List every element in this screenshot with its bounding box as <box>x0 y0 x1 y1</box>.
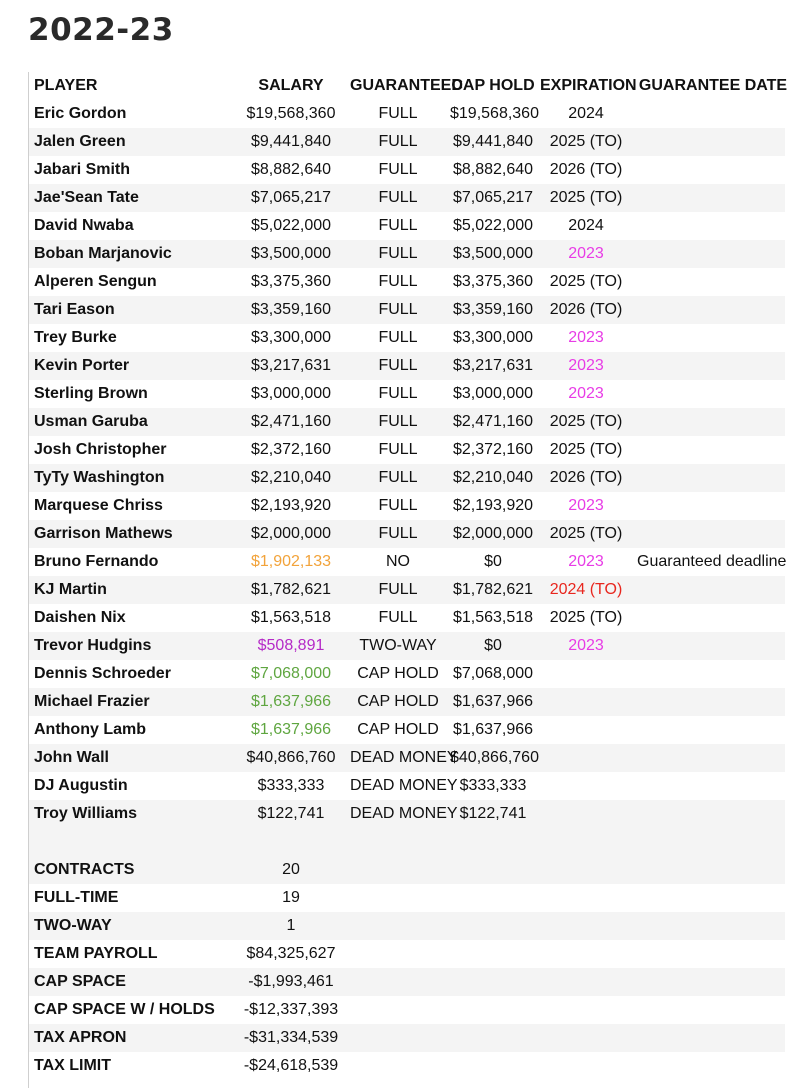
salary-cell: $19,568,360 <box>246 105 336 122</box>
cap-hold-cell: $0 <box>484 553 502 570</box>
guaranteed-cell: DEAD MONEY <box>350 805 458 822</box>
salary-cell: $1,637,966 <box>250 693 332 710</box>
expiration-cell: 2025 (TO) <box>549 413 623 430</box>
table-row <box>29 128 785 156</box>
summary-value: 1 <box>286 917 296 934</box>
expiration-cell: 2025 (TO) <box>549 273 623 290</box>
expiration-cell: 2023 <box>568 245 604 262</box>
table-row <box>29 800 785 828</box>
expiration-cell: 2023 <box>568 637 604 654</box>
expiration-cell <box>540 688 632 716</box>
guarantee-date-cell <box>637 324 787 352</box>
guarantee-date-cell <box>637 156 787 184</box>
table-row <box>29 296 785 324</box>
expiration-cell <box>540 772 632 800</box>
salary-cell: $508,891 <box>257 637 325 654</box>
salary-cell: $3,500,000 <box>250 245 332 262</box>
salary-cell: $7,068,000 <box>250 665 332 682</box>
table-row <box>29 492 785 520</box>
cap-hold-cell: $2,210,040 <box>452 469 534 486</box>
expiration-cell: 2024 <box>568 105 604 122</box>
cap-hold-cell: $40,866,760 <box>450 749 539 766</box>
cap-hold-cell: $1,637,966 <box>452 721 534 738</box>
summary-row <box>29 884 785 912</box>
table-row <box>29 520 785 548</box>
guaranteed-cell: CAP HOLD <box>357 693 439 710</box>
table-row <box>29 548 785 576</box>
expiration-cell: 2025 (TO) <box>549 609 623 626</box>
player-name: Sterling Brown <box>34 385 148 402</box>
guarantee-date-cell <box>637 604 787 632</box>
expiration-cell: 2023 <box>568 553 604 570</box>
salary-cell: $3,359,160 <box>250 301 332 318</box>
table-row <box>29 156 785 184</box>
spacer-row <box>29 828 785 856</box>
summary-label: CONTRACTS <box>34 861 135 878</box>
salary-table <box>28 72 788 1088</box>
cap-hold-cell: $333,333 <box>459 777 527 794</box>
salary-cell: $1,563,518 <box>250 609 332 626</box>
summary-label: TAX APRON <box>34 1029 127 1046</box>
salary-cell: $8,882,640 <box>250 161 332 178</box>
guaranteed-cell: FULL <box>378 189 418 206</box>
table-row <box>29 744 785 772</box>
guaranteed-cell: DEAD MONEY <box>350 749 458 766</box>
player-name: Jabari Smith <box>34 161 131 178</box>
guaranteed-cell: FULL <box>378 581 418 598</box>
summary-label: TAX LIMIT <box>34 1057 112 1074</box>
salary-cell: $3,217,631 <box>250 357 332 374</box>
salary-cell: $1,782,621 <box>250 581 332 598</box>
cap-hold-cell: $2,193,920 <box>452 497 534 514</box>
expiration-cell: 2026 (TO) <box>549 469 623 486</box>
player-name: Trevor Hudgins <box>34 637 152 654</box>
summary-row <box>29 940 785 968</box>
cap-hold-cell: $3,375,360 <box>452 273 534 290</box>
summary-value: -$31,334,539 <box>243 1029 339 1046</box>
table-row <box>29 100 785 128</box>
player-name: Michael Frazier <box>34 693 150 710</box>
player-name: John Wall <box>34 749 109 766</box>
cap-hold-cell: $2,000,000 <box>452 525 534 542</box>
guaranteed-cell: FULL <box>378 469 418 486</box>
guaranteed-cell: FULL <box>378 329 418 346</box>
table-row <box>29 464 785 492</box>
guaranteed-cell: FULL <box>378 301 418 318</box>
summary-label: FULL-TIME <box>34 889 119 906</box>
cap-hold-cell: $2,372,160 <box>452 441 534 458</box>
summary-row <box>29 996 785 1024</box>
salary-cell: $40,866,760 <box>246 749 336 766</box>
guaranteed-cell: FULL <box>378 161 418 178</box>
summary-label: TWO-WAY <box>34 917 112 934</box>
summary-row <box>29 1024 785 1052</box>
player-name: Boban Marjanovic <box>34 245 172 262</box>
player-name: Daishen Nix <box>34 609 126 626</box>
guaranteed-cell: FULL <box>378 357 418 374</box>
header-expiration: EXPIRATION <box>540 77 637 94</box>
expiration-cell <box>540 800 632 828</box>
guarantee-date-cell <box>637 772 787 800</box>
season-title: 2022-23 <box>28 12 174 48</box>
summary-value: $84,325,627 <box>246 945 336 962</box>
table-row <box>29 212 785 240</box>
expiration-cell <box>540 744 632 772</box>
expiration-cell: 2023 <box>568 497 604 514</box>
salary-cell: $9,441,840 <box>250 133 332 150</box>
expiration-cell: 2025 (TO) <box>549 133 623 150</box>
salary-cell: $3,375,360 <box>250 273 332 290</box>
player-name: Trey Burke <box>34 329 117 346</box>
table-row <box>29 352 785 380</box>
cap-hold-cell: $1,782,621 <box>452 581 534 598</box>
player-name: Marquese Chriss <box>34 497 163 514</box>
guaranteed-cell: TWO-WAY <box>359 637 437 654</box>
cap-hold-cell: $3,217,631 <box>452 357 534 374</box>
guarantee-date-cell <box>637 380 787 408</box>
guarantee-date-cell <box>637 464 787 492</box>
summary-row <box>29 912 785 940</box>
player-name: DJ Augustin <box>34 777 128 794</box>
expiration-cell: 2025 (TO) <box>549 189 623 206</box>
salary-cell: $333,333 <box>257 777 325 794</box>
guarantee-date-cell <box>637 240 787 268</box>
header-row <box>29 72 788 100</box>
cap-hold-cell: $8,882,640 <box>452 161 534 178</box>
guarantee-date-cell <box>637 352 787 380</box>
guaranteed-cell: FULL <box>378 245 418 262</box>
table-row <box>29 772 785 800</box>
header-player: PLAYER <box>34 77 98 94</box>
summary-value: -$1,993,461 <box>248 973 334 990</box>
table-row <box>29 632 785 660</box>
summary-value: 20 <box>282 861 300 878</box>
table-row <box>29 716 785 744</box>
player-name: KJ Martin <box>34 581 107 598</box>
expiration-cell <box>540 716 632 744</box>
expiration-cell <box>540 660 632 688</box>
player-name: Eric Gordon <box>34 105 127 122</box>
expiration-cell: 2024 (TO) <box>549 581 623 598</box>
guaranteed-cell: CAP HOLD <box>357 665 439 682</box>
cap-hold-cell: $3,359,160 <box>452 301 534 318</box>
header-cap-hold: CAP HOLD <box>451 77 535 94</box>
salary-cell: $1,902,133 <box>250 553 332 570</box>
guaranteed-cell: NO <box>386 553 410 570</box>
table-row <box>29 268 785 296</box>
player-name: David Nwaba <box>34 217 134 234</box>
cap-hold-cell: $2,471,160 <box>452 413 534 430</box>
guarantee-date-cell <box>637 128 787 156</box>
guarantee-date-cell <box>637 212 787 240</box>
guaranteed-cell: FULL <box>378 105 418 122</box>
guarantee-date-cell <box>637 744 787 772</box>
cap-hold-cell: $1,563,518 <box>452 609 534 626</box>
player-name: Jalen Green <box>34 133 126 150</box>
salary-cell: $2,471,160 <box>250 413 332 430</box>
salary-cell: $5,022,000 <box>250 217 332 234</box>
table-row <box>29 240 785 268</box>
expiration-cell: 2023 <box>568 329 604 346</box>
player-name: Tari Eason <box>34 301 115 318</box>
guaranteed-cell: FULL <box>378 217 418 234</box>
guarantee-date-cell <box>637 296 787 324</box>
expiration-cell: 2023 <box>568 357 604 374</box>
expiration-cell: 2023 <box>568 385 604 402</box>
player-name: Anthony Lamb <box>34 721 146 738</box>
summary-row <box>29 1052 785 1080</box>
summary-label: CAP SPACE W / HOLDS <box>34 1001 215 1018</box>
table-row <box>29 604 785 632</box>
summary-label: CAP SPACE <box>34 973 126 990</box>
summary-row <box>29 968 785 996</box>
summary-value: -$12,337,393 <box>243 1001 339 1018</box>
table-row <box>29 576 785 604</box>
guaranteed-cell: FULL <box>378 273 418 290</box>
cap-hold-cell: $7,065,217 <box>452 189 534 206</box>
cap-hold-cell: $0 <box>484 637 502 654</box>
expiration-cell: 2026 (TO) <box>549 301 623 318</box>
summary-value: -$24,618,539 <box>243 1057 339 1074</box>
player-name: Dennis Schroeder <box>34 665 171 682</box>
player-name: Jae'Sean Tate <box>34 189 139 206</box>
summary-value: 19 <box>282 889 300 906</box>
player-name: TyTy Washington <box>34 469 165 486</box>
guaranteed-cell: FULL <box>378 385 418 402</box>
cap-hold-cell: $7,068,000 <box>452 665 534 682</box>
guarantee-date-cell <box>637 716 787 744</box>
guarantee-date-cell <box>637 576 787 604</box>
expiration-cell: 2025 (TO) <box>549 441 623 458</box>
guaranteed-cell: FULL <box>378 413 418 430</box>
header-salary: SALARY <box>258 77 324 94</box>
table-row <box>29 324 785 352</box>
salary-cell: $2,000,000 <box>250 525 332 542</box>
salary-cell: $122,741 <box>257 805 325 822</box>
player-name: Alperen Sengun <box>34 273 157 290</box>
guarantee-date-cell <box>637 492 787 520</box>
table-row <box>29 380 785 408</box>
guaranteed-cell: FULL <box>378 133 418 150</box>
player-name: Usman Garuba <box>34 413 148 430</box>
guaranteed-cell: DEAD MONEY <box>350 777 458 794</box>
guarantee-date-cell <box>637 660 787 688</box>
salary-cell: $2,210,040 <box>250 469 332 486</box>
guarantee-date-cell <box>637 520 787 548</box>
cap-hold-cell: $1,637,966 <box>452 693 534 710</box>
player-name: Josh Christopher <box>34 441 167 458</box>
table-row <box>29 436 785 464</box>
guarantee-date-cell <box>637 100 787 128</box>
guarantee-date-cell <box>637 436 787 464</box>
cap-hold-cell: $3,500,000 <box>452 245 534 262</box>
expiration-cell: 2026 (TO) <box>549 161 623 178</box>
guarantee-date-cell: Guaranteed deadline <box>637 553 787 570</box>
guaranteed-cell: FULL <box>378 441 418 458</box>
guarantee-date-cell <box>637 184 787 212</box>
header-guaranteed: GUARANTEED <box>350 77 463 94</box>
guaranteed-cell: FULL <box>378 525 418 542</box>
guarantee-date-cell <box>637 688 787 716</box>
player-name: Kevin Porter <box>34 357 130 374</box>
cap-hold-cell: $5,022,000 <box>452 217 534 234</box>
summary-label: TEAM PAYROLL <box>34 945 158 962</box>
table-row <box>29 408 785 436</box>
player-name: Garrison Mathews <box>34 525 173 542</box>
guaranteed-cell: FULL <box>378 497 418 514</box>
cap-hold-cell: $19,568,360 <box>450 105 539 122</box>
player-name: Troy Williams <box>34 805 137 822</box>
salary-cell: $2,372,160 <box>250 441 332 458</box>
expiration-cell: 2025 (TO) <box>549 525 623 542</box>
salary-cell: $3,000,000 <box>250 385 332 402</box>
table-row <box>29 688 785 716</box>
cap-hold-cell: $9,441,840 <box>452 133 534 150</box>
guarantee-date-cell <box>637 800 787 828</box>
header-guarantee-date: GUARANTEE DATE <box>638 77 788 94</box>
salary-cell: $7,065,217 <box>250 189 332 206</box>
cap-hold-cell: $3,300,000 <box>452 329 534 346</box>
guarantee-date-cell <box>637 268 787 296</box>
guaranteed-cell: CAP HOLD <box>357 721 439 738</box>
table-row <box>29 184 785 212</box>
guaranteed-cell: FULL <box>378 609 418 626</box>
salary-cell: $1,637,966 <box>250 721 332 738</box>
cap-hold-cell: $3,000,000 <box>452 385 534 402</box>
salary-cell: $3,300,000 <box>250 329 332 346</box>
expiration-cell: 2024 <box>568 217 604 234</box>
guarantee-date-cell <box>637 632 787 660</box>
guarantee-date-cell <box>637 408 787 436</box>
salary-cell: $2,193,920 <box>250 497 332 514</box>
table-row <box>29 660 785 688</box>
summary-row <box>29 856 785 884</box>
player-name: Bruno Fernando <box>34 553 159 570</box>
cap-hold-cell: $122,741 <box>459 805 527 822</box>
